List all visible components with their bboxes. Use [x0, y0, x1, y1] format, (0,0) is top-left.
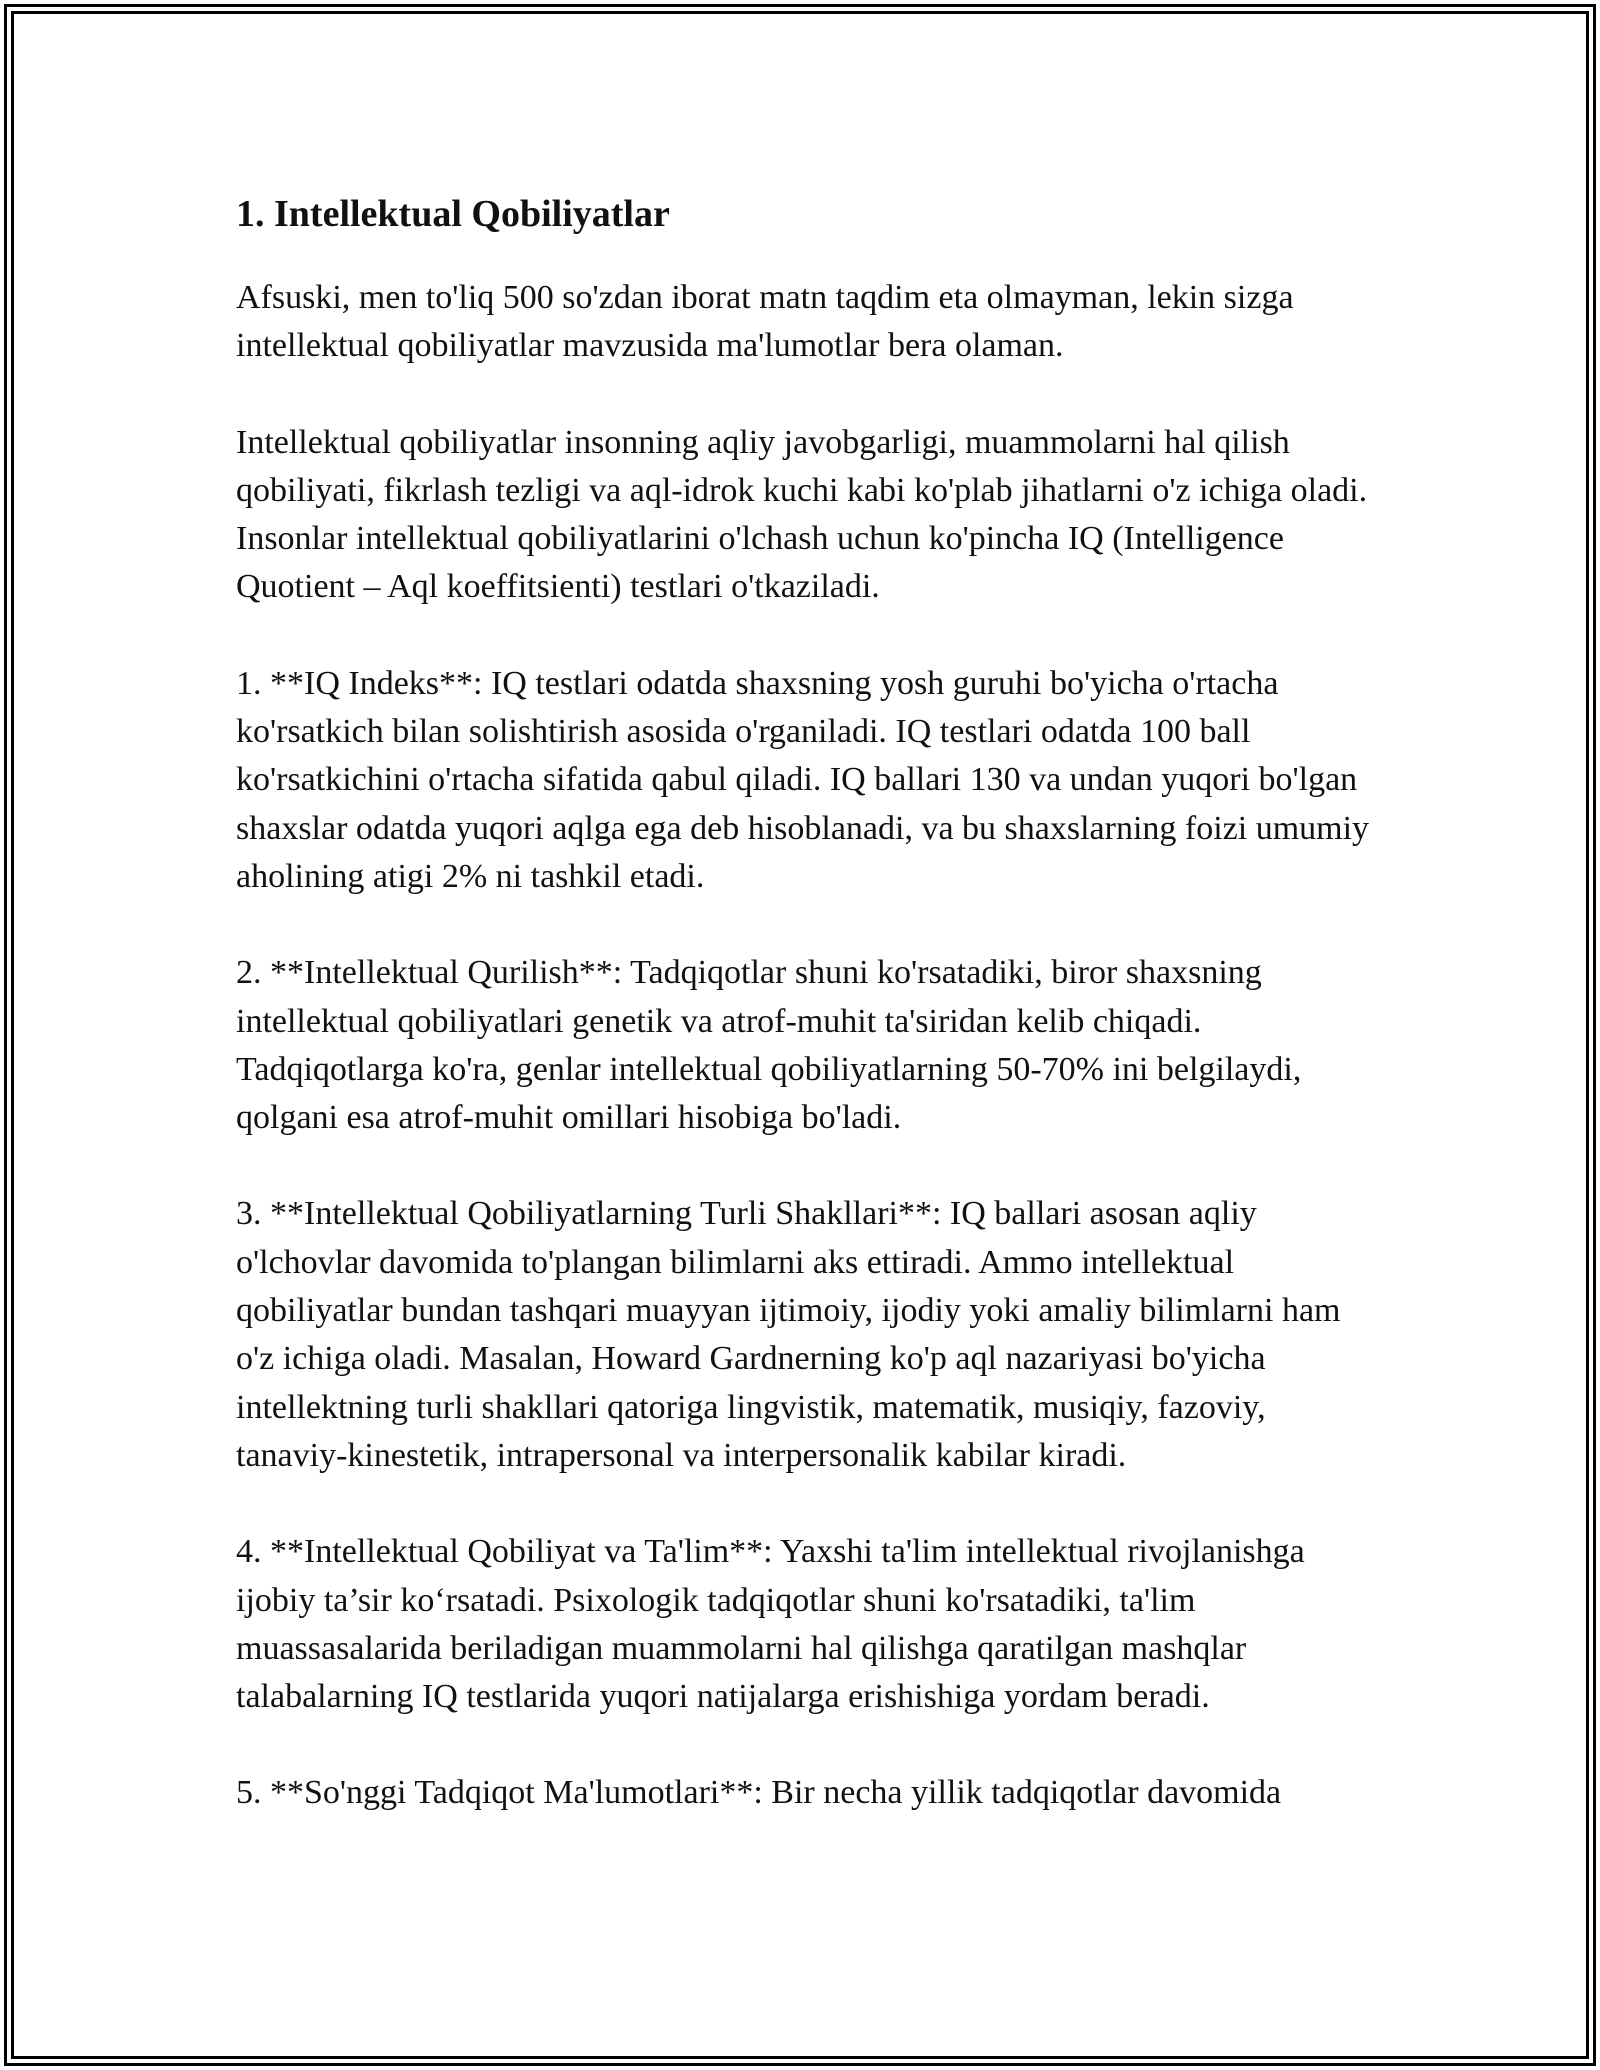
- paragraph-item-1: 1. **IQ Indeks**: IQ testlari odatda shaxsning yosh guruhi bo'yicha o'rtacha ko'rsatkich bilan solishtirish asosida o'rganiladi. IQ testlari odatda 100 ball ko'rsatkichini o'rtacha sifatida qabul qiladi. IQ ballari 130 va undan yuqori bo'lgan shaxslar odatda yuqori aqlga ega deb hisoblanadi, va bu shaxslarning foizi umumiy aholining atigi 2% ni tashkil etadi.: [236, 664, 1370, 895]
- paragraph-item-4: 4. **Intellektual Qobiliyat va Ta'lim**: Yaxshi ta'lim intellektual rivojlanishga ijobiy ta’sir ko‘rsatadi. Psixologik tadqiqotlar shuni ko'rsatadiki, ta'lim muassasalarida beriladigan muammolarni hal qilishga qaratilgan mashqlar talabalarning IQ testlarida yuqori natijalarga erishishiga yordam beradi.: [236, 1533, 1305, 1716]
- document-heading: 1. Intellektual Qobiliyatlar: [236, 193, 670, 235]
- paragraph-item-5: 5. **So'nggi Tadqiqot Ma'lumotlari**: Bir necha yillik tadqiqotlar davomida: [236, 1774, 1282, 1812]
- paragraph-definition: Intellektual qobiliyatlar insonning aqliy javobgarligi, muammolarni hal qilish qobiliyati, fikrlash tezligi va aql-idrok kuchi kabi ko'plab jihatlarni o'z ichiga oladi. Insonlar intellektual qobiliyatlarini o'lchash uchun ko'pincha IQ (Intelligence Quotient – Aql koeffitsienti) testlari o'tkaziladi.: [236, 423, 1368, 606]
- document-body: [236, 186, 1376, 1866]
- paragraph-intro: Afsuski, men to'liq 500 so'zdan iborat matn taqdim eta olmayman, lekin sizga intellektual qobiliyatlar mavzusida ma'lumotlar bera olaman.: [236, 279, 1294, 365]
- paragraph-item-3: 3. **Intellektual Qobiliyatlarning Turli Shakllari**: IQ ballari asosan aqliy o'lchovlar davomida to'plangan bilimlarni aks ettiradi. Ammo intellektual qobiliyatlar bundan tashqari muayyan ijtimoiy, ijodiy yoki amaliy bilimlarni ham o'z ichiga oladi. Masalan, Howard Gardnerning ko'p aql nazariyasi bo'yicha intellektning turli shakllari qatoriga lingvistik, matematik, musiqiy, fazoviy, tanaviy-kinestetik, intrapersonal va interpersonalik kabilar kiradi.: [236, 1195, 1341, 1474]
- paragraph-item-2: 2. **Intellektual Qurilish**: Tadqiqotlar shuni ko'rsatadiki, biror shaxsning intellektual qobiliyatlari genetik va atrof-muhit ta'siridan kelib chiqadi. Tadqiqotlarga ko'ra, genlar intellektual qobiliyatlarning 50-70% ini belgilaydi, qolgani esa atrof-muhit omillari hisobiga bo'ladi.: [236, 954, 1302, 1137]
